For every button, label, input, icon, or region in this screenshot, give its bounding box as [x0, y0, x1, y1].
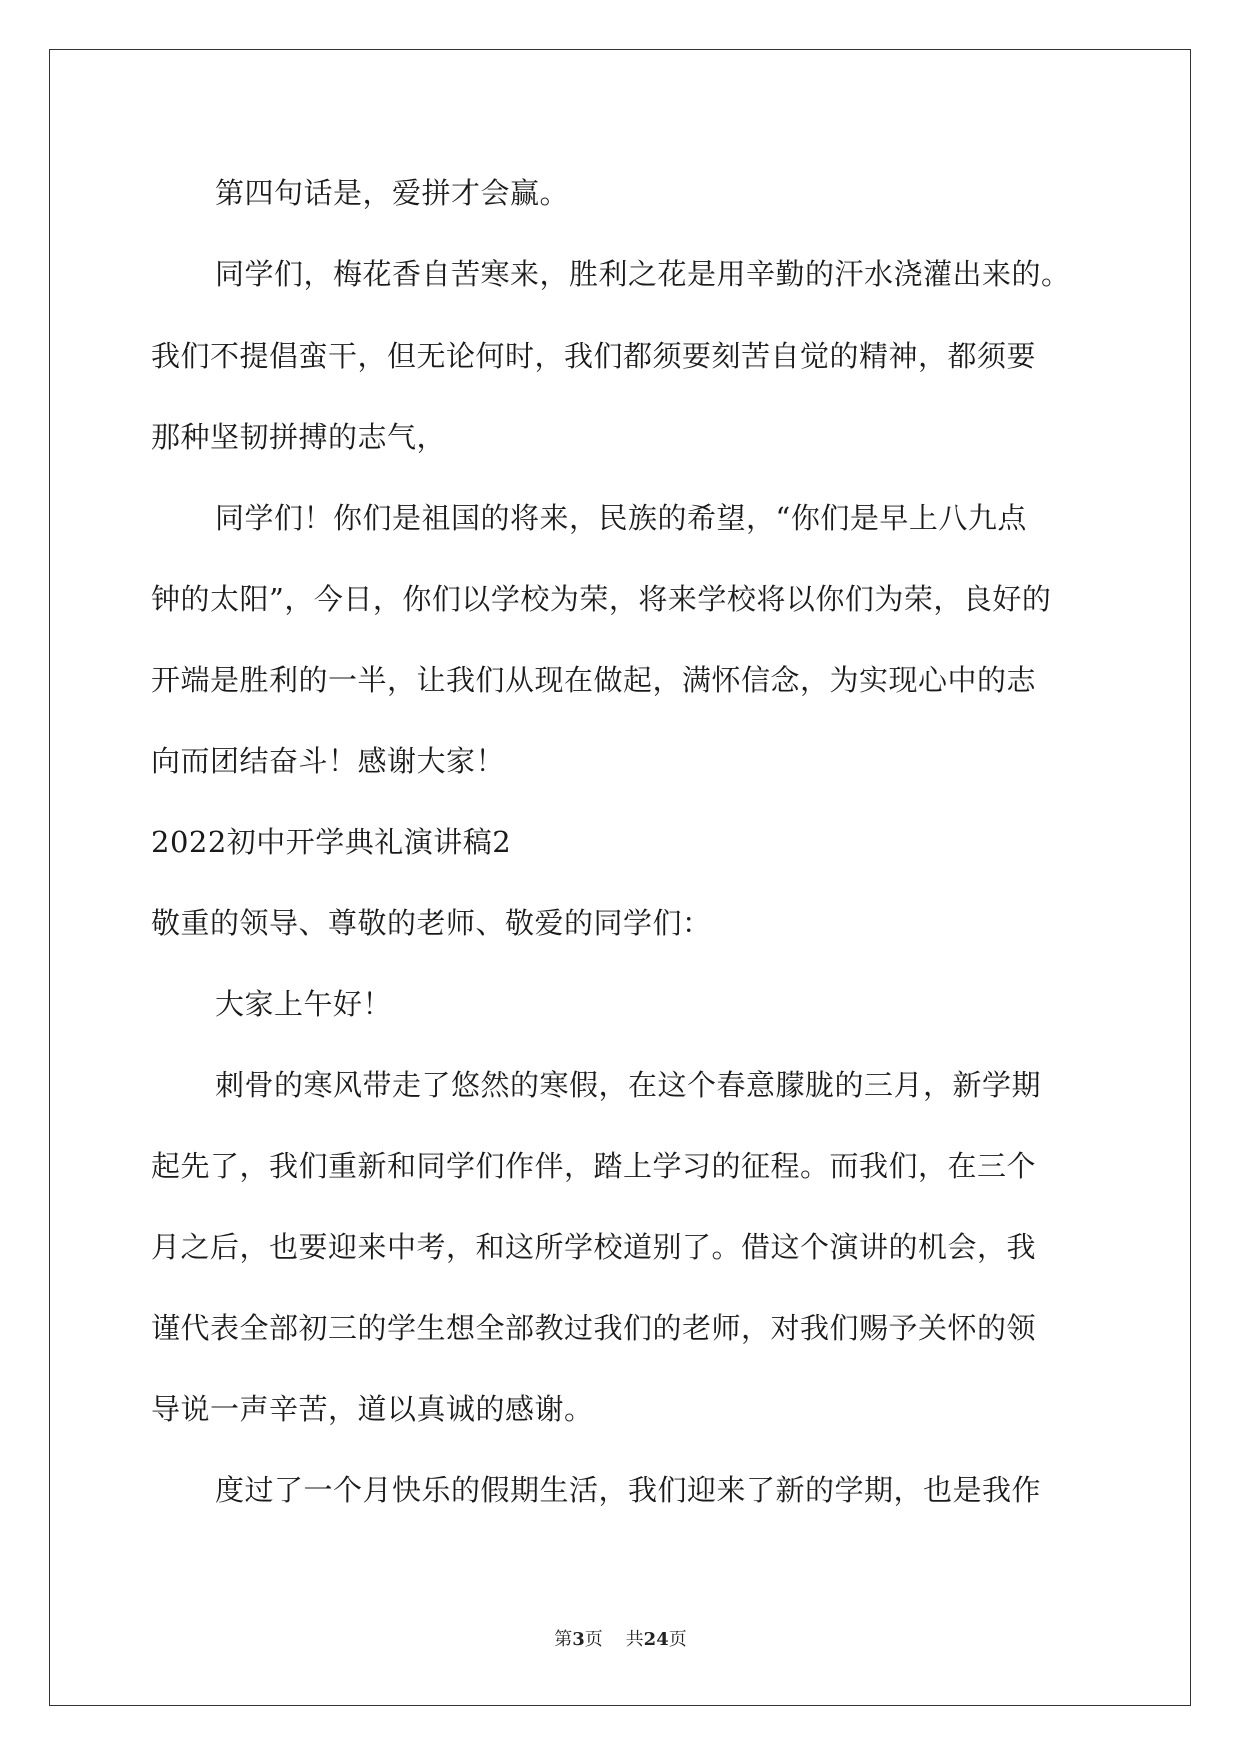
paragraph-line: 导说一声辛苦，道以真诚的感谢。: [151, 1392, 594, 1426]
paragraph-line: 度过了一个月快乐的假期生活，我们迎来了新的学期，也是我作: [215, 1473, 1042, 1507]
paragraph-line: 钟的太阳”，今日，你们以学校为荣，将来学校将以你们为荣，良好的: [151, 582, 1052, 616]
paragraph-line: 刺骨的寒风带走了悠然的寒假，在这个春意朦胧的三月，新学期: [215, 1068, 1042, 1102]
paragraph-line: 那种坚韧拼搏的志气，: [151, 420, 447, 454]
footer-total-prefix: 共: [625, 1629, 644, 1650]
page-border: [49, 49, 1191, 1706]
paragraph-line: 同学们，梅花香自苦寒来，胜利之花是用辛勤的汗水浇灌出来的。: [215, 257, 1071, 291]
paragraph-line: 向而团结奋斗！感谢大家！: [151, 744, 506, 778]
paragraph-line: 同学们！你们是祖国的将来，民族的希望，“你们是早上八九点: [215, 501, 1027, 535]
page-footer: [0, 1628, 1241, 1652]
footer-total-suffix: 页: [668, 1629, 687, 1650]
total-pages: 24: [643, 1629, 669, 1650]
salutation: 敬重的领导、尊敬的老师、敬爱的同学们：: [151, 906, 712, 940]
paragraph-line: 谨代表全部初三的学生想全部教过我们的老师，对我们赐予关怀的领: [151, 1311, 1037, 1345]
footer-prefix: 第: [554, 1629, 573, 1650]
greeting: 大家上午好！: [215, 987, 393, 1021]
section-title: 2022初中开学典礼演讲稿2: [151, 825, 512, 859]
paragraph-line: 我们不提倡蛮干，但无论何时，我们都须要刻苦自觉的精神，都须要: [151, 339, 1037, 373]
paragraph-line: 开端是胜利的一半，让我们从现在做起，满怀信念，为实现心中的志: [151, 663, 1037, 697]
paragraph-line: 月之后，也要迎来中考，和这所学校道别了。借这个演讲的机会，我: [151, 1230, 1037, 1264]
page-number: 3: [572, 1629, 585, 1650]
paragraph-line: 第四句话是，爱拼才会赢。: [215, 176, 570, 210]
paragraph-line: 起先了，我们重新和同学们作伴，踏上学习的征程。而我们，在三个: [151, 1149, 1037, 1183]
footer-page-suffix: 页: [584, 1629, 603, 1650]
